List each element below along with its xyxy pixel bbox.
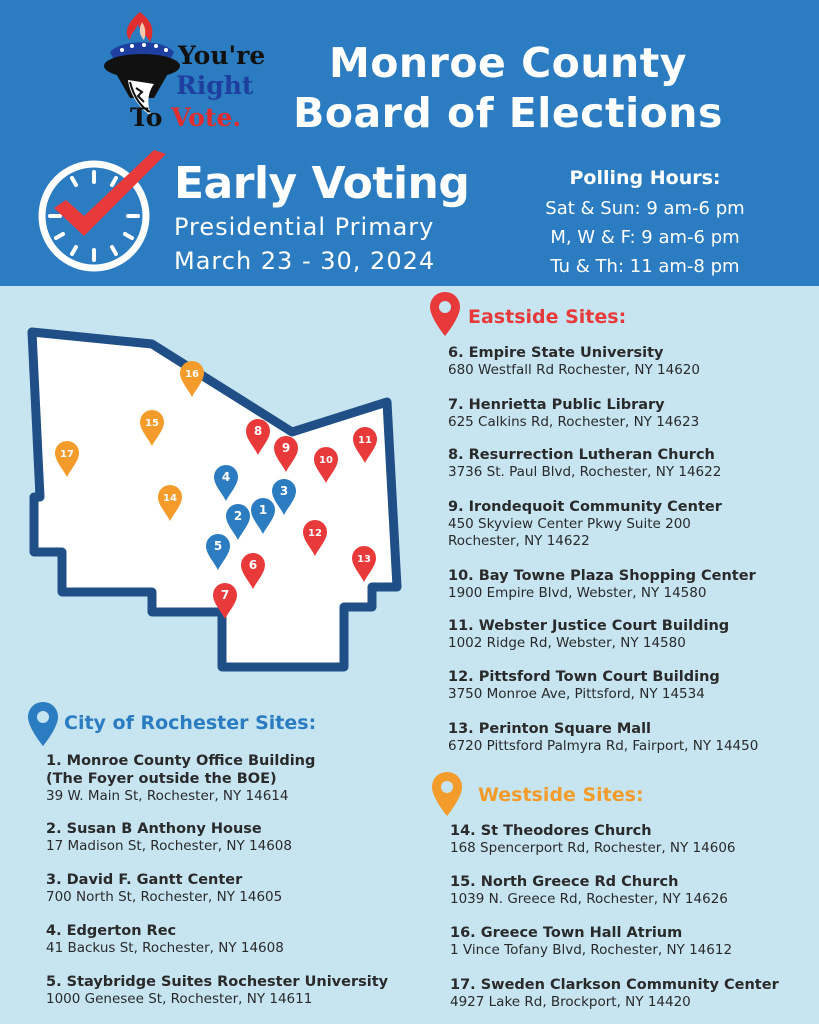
site-name: 15. North Greece Rd Church xyxy=(450,874,679,890)
site-name: 9. Irondequoit Community Center xyxy=(448,499,722,515)
site-name: 4. Edgerton Rec xyxy=(46,923,177,939)
map-marker-label: 8 xyxy=(253,424,263,438)
county-outline xyxy=(32,332,397,667)
logo-text-line3 xyxy=(130,104,241,132)
site-address: 6720 Pittsford Palmyra Rd, Fairport, NY 14450 xyxy=(448,738,759,754)
map-marker-label: 5 xyxy=(213,539,223,553)
list-item xyxy=(448,668,720,703)
polling-hours-line: M, W & F: 9 am-6 pm xyxy=(550,227,740,248)
list-item xyxy=(46,973,388,1008)
site-address: 3750 Monroe Ave, Pittsford, NY 14534 xyxy=(448,686,705,702)
county-map xyxy=(22,322,402,672)
site-name: 2. Susan B Anthony House xyxy=(46,821,262,837)
eastside-sites-title: Eastside Sites: xyxy=(468,306,627,328)
site-name: 7. Henrietta Public Library xyxy=(448,397,665,413)
map-marker-label: 13 xyxy=(357,554,371,565)
map-marker-label: 12 xyxy=(308,528,322,539)
list-item xyxy=(448,498,722,550)
site-name: 8. Resurrection Lutheran Church xyxy=(448,447,715,463)
page-title xyxy=(268,38,748,138)
site-name: 14. St Theodores Church xyxy=(450,823,652,839)
list-item xyxy=(46,752,315,805)
logo-text-line2: Right xyxy=(176,71,254,100)
election-dates: March 23 - 30, 2024 xyxy=(174,247,436,275)
list-item xyxy=(448,617,729,652)
westside-sites-title: Westside Sites: xyxy=(478,784,644,806)
list-item xyxy=(450,976,779,1011)
polling-hours-line: Tu & Th: 11 am-8 pm xyxy=(550,256,740,277)
site-address: 1000 Genesee St, Rochester, NY 14611 xyxy=(46,991,313,1007)
map-marker-label: 11 xyxy=(358,435,372,446)
site-address: 1002 Ridge Rd, Webster, NY 14580 xyxy=(448,635,686,651)
polling-hours-title: Polling Hours: xyxy=(569,167,721,189)
logo-text-to: To xyxy=(130,103,172,132)
site-address: 3736 St. Paul Blvd, Rochester, NY 14622 xyxy=(448,464,722,480)
map-marker-label: 2 xyxy=(233,509,243,523)
header-banner xyxy=(0,0,819,286)
site-name: 11. Webster Justice Court Building xyxy=(448,618,730,634)
map-pin-icon-east xyxy=(428,290,462,338)
site-address: 39 W. Main St, Rochester, NY 14614 xyxy=(46,788,289,804)
site-address: 700 North St, Rochester, NY 14605 xyxy=(46,889,283,905)
site-name: 6. Empire State University xyxy=(448,345,664,361)
site-address: 4927 Lake Rd, Brockport, NY 14420 xyxy=(450,994,691,1010)
list-item xyxy=(46,922,284,957)
clock-checkmark-icon xyxy=(26,150,176,275)
site-address: 1 Vince Tofany Blvd, Rochester, NY 14612 xyxy=(450,942,733,958)
map-marker-label: 6 xyxy=(248,558,258,572)
map-marker-label: 4 xyxy=(221,470,231,484)
map-marker-label: 3 xyxy=(279,484,289,498)
site-address: 168 Spencerport Rd, Rochester, NY 14606 xyxy=(450,840,736,856)
logo-text-line1: You're xyxy=(178,41,266,70)
map-marker-label: 14 xyxy=(163,493,177,504)
site-address: 625 Calkins Rd, Rochester, NY 14623 xyxy=(448,414,700,430)
event-title: Early Voting xyxy=(174,158,470,209)
site-address: 17 Madison St, Rochester, NY 14608 xyxy=(46,838,292,854)
map-pin-icon-city xyxy=(26,700,60,748)
site-address: 41 Backus St, Rochester, NY 14608 xyxy=(46,940,284,956)
list-item xyxy=(46,820,292,855)
map-pin-icon-west xyxy=(430,770,464,818)
list-item xyxy=(448,720,758,755)
title-line1: Monroe County xyxy=(328,39,688,87)
polling-hours-line: Sat & Sun: 9 am-6 pm xyxy=(545,198,745,219)
site-name: 10. Bay Towne Plaza Shopping Center xyxy=(448,568,756,584)
site-name: 13. Perinton Square Mall xyxy=(448,721,652,737)
list-item xyxy=(450,924,732,959)
map-marker-label: 10 xyxy=(319,455,333,466)
site-address: 450 Skyview Center Pkwy Suite 200 xyxy=(448,516,691,532)
site-address: 1039 N. Greece Rd, Rochester, NY 14626 xyxy=(450,891,728,907)
site-address: 680 Westfall Rd Rochester, NY 14620 xyxy=(448,362,700,378)
site-address-line2: Rochester, NY 14622 xyxy=(448,533,590,549)
logo xyxy=(100,8,270,140)
site-name: 16. Greece Town Hall Atrium xyxy=(450,925,683,941)
list-item xyxy=(450,822,736,857)
title-line2: Board of Elections xyxy=(293,89,723,137)
map-marker-label: 7 xyxy=(220,588,230,602)
site-name: 17. Sweden Clarkson Community Center xyxy=(450,977,779,993)
site-address: 1900 Empire Blvd, Webster, NY 14580 xyxy=(448,585,707,601)
list-item xyxy=(448,567,756,602)
list-item xyxy=(450,873,728,908)
city-sites-title: City of Rochester Sites: xyxy=(64,712,317,734)
list-item xyxy=(448,396,699,431)
list-item xyxy=(448,344,700,379)
map-marker-label: 1 xyxy=(258,503,268,517)
map-marker-label: 9 xyxy=(281,441,291,455)
site-name: 3. David F. Gantt Center xyxy=(46,872,243,888)
map-marker-label: 15 xyxy=(145,418,159,429)
site-name-line2: (The Foyer outside the BOE) xyxy=(46,771,277,787)
site-name: 12. Pittsford Town Court Building xyxy=(448,669,720,685)
logo-text-vote: Vote. xyxy=(171,103,242,132)
list-item xyxy=(46,871,282,906)
list-item xyxy=(448,446,721,481)
map-marker-label: 17 xyxy=(60,449,74,460)
site-name: 5. Staybridge Suites Rochester University xyxy=(46,974,389,990)
site-name: 1. Monroe County Office Building xyxy=(46,753,316,769)
map-marker-label: 16 xyxy=(185,369,199,380)
election-name: Presidential Primary xyxy=(174,213,435,241)
